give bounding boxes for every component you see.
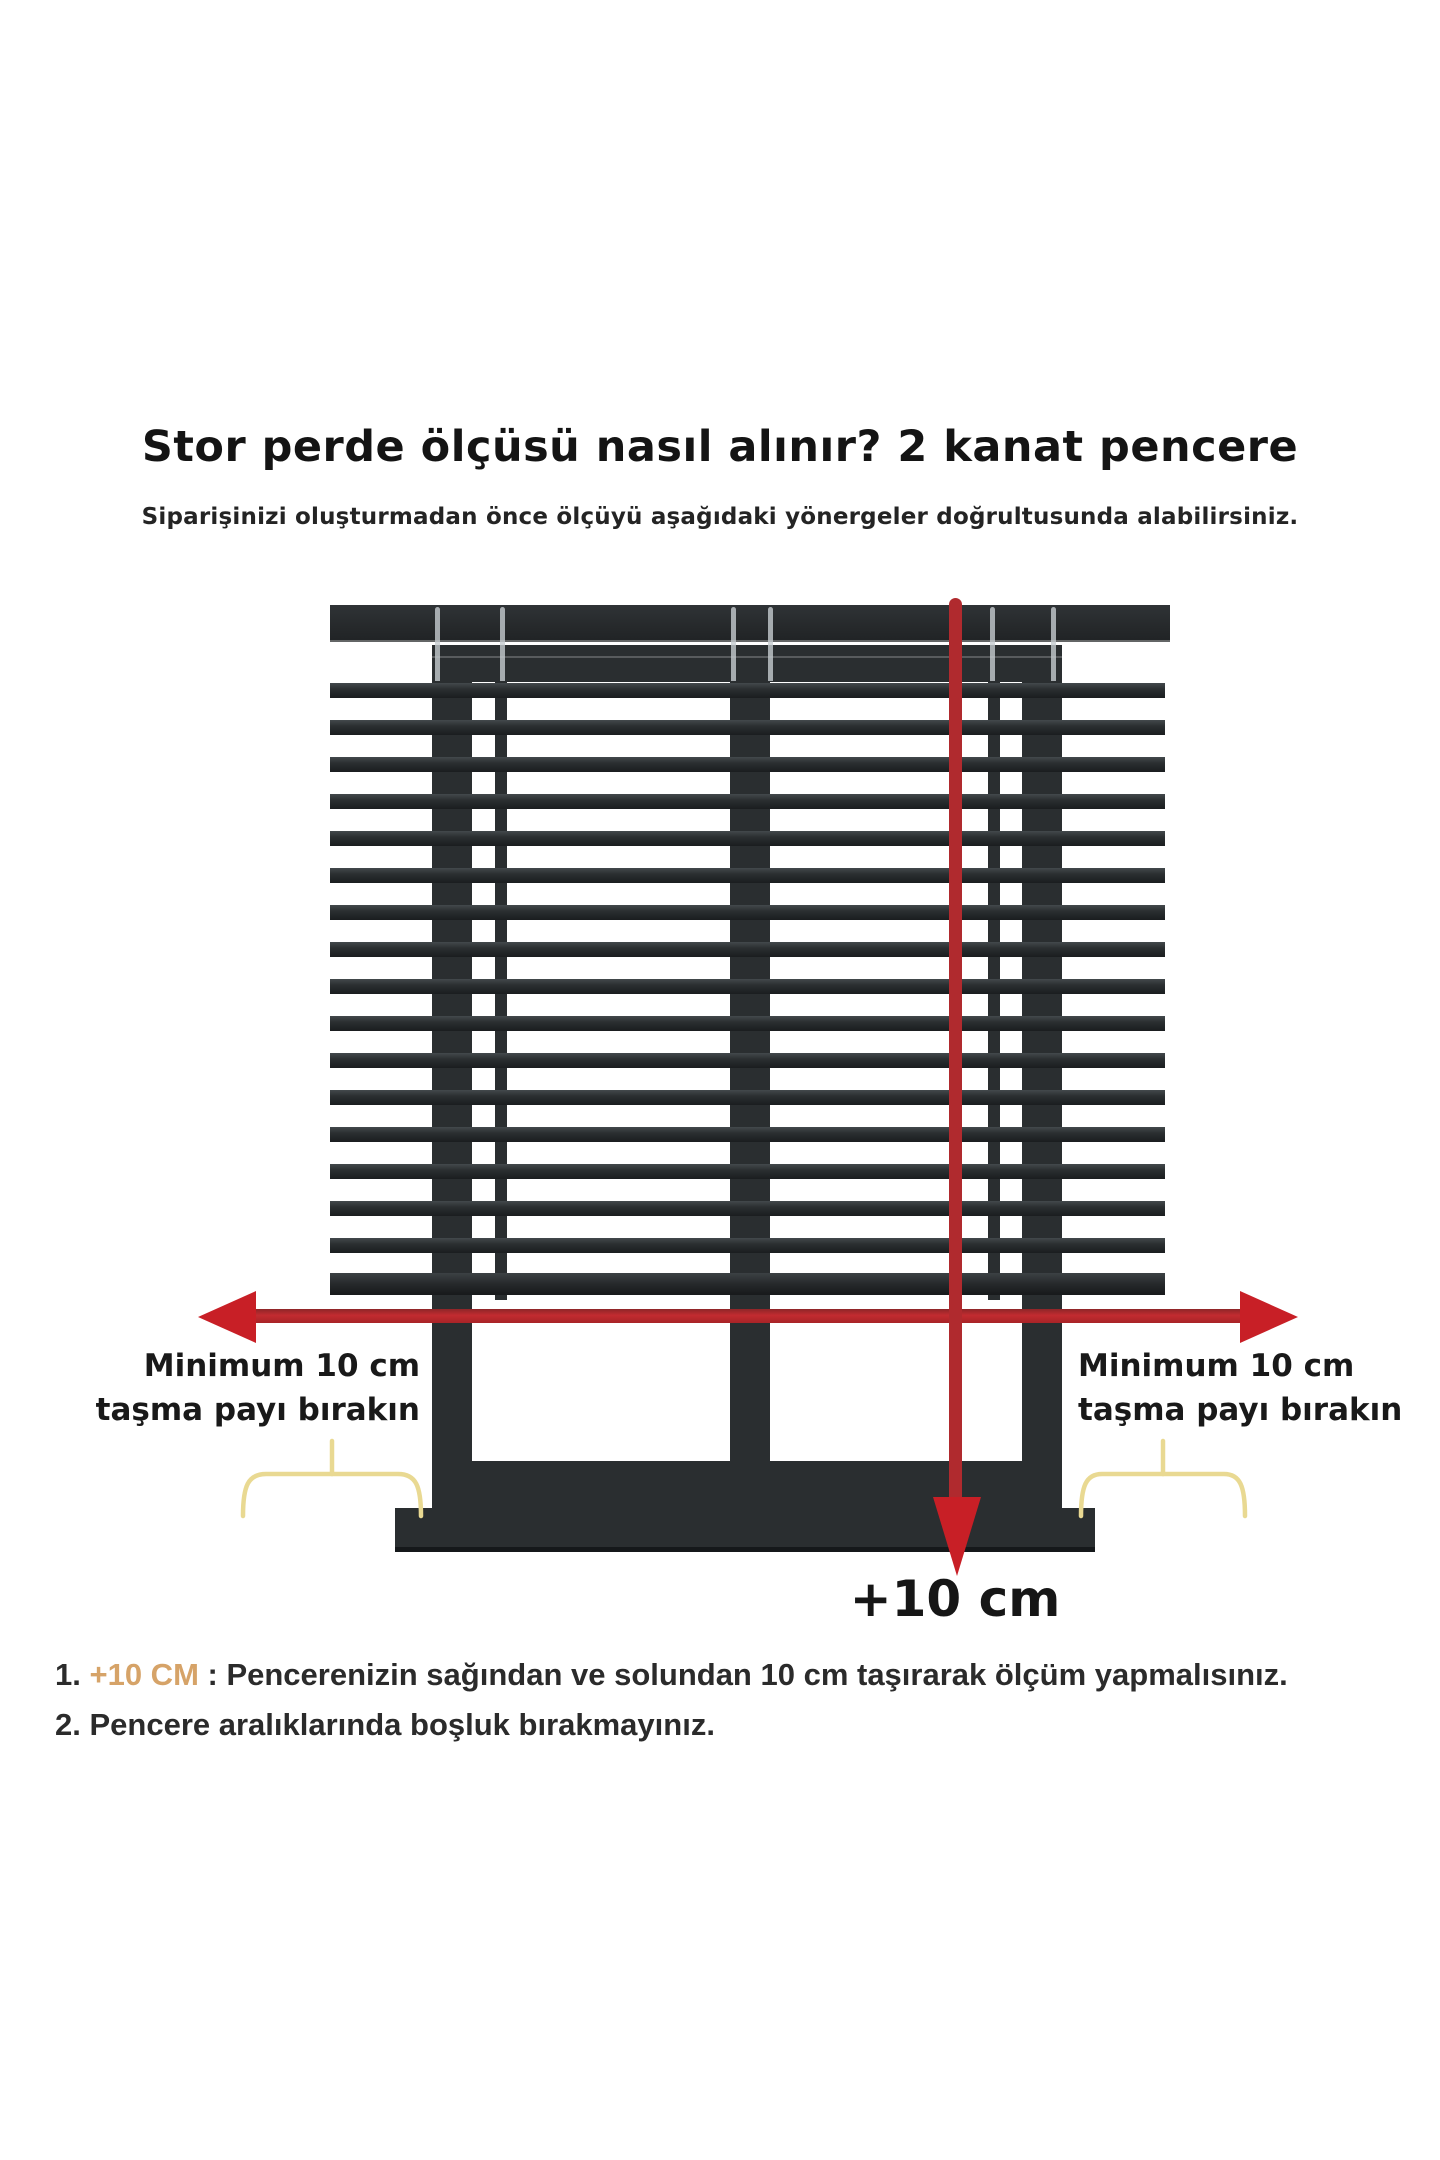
note-1-number: 1.	[55, 1657, 81, 1692]
cord-highlight	[731, 607, 736, 681]
blind-slat	[330, 979, 1165, 994]
note-2-text: Pencere aralıklarında boşluk bırakmayınız.	[89, 1707, 715, 1742]
cord-highlight	[1051, 607, 1056, 681]
note-item-2	[55, 1700, 1395, 1750]
blind-slat	[330, 683, 1165, 698]
cord-highlight	[768, 607, 773, 681]
blind-slat	[330, 905, 1165, 920]
blind-slat	[330, 831, 1165, 846]
blind-slat	[330, 868, 1165, 883]
height-arrow-shaft	[949, 598, 962, 1505]
blind-valance	[330, 605, 1170, 642]
right-measure-bracket-icon	[1078, 1436, 1248, 1520]
blind-slat	[330, 720, 1165, 735]
blind-slat	[330, 794, 1165, 809]
cord-highlight	[435, 607, 440, 681]
plus-10-cm-label: +10 cm	[849, 1570, 1061, 1628]
instruction-notes	[55, 1650, 1395, 1750]
left-overflow-line1: Minimum 10 cm	[143, 1348, 420, 1384]
blind-slat	[330, 942, 1165, 957]
right-overflow-line1: Minimum 10 cm	[1078, 1348, 1355, 1384]
width-arrow-right-head-icon	[1240, 1291, 1298, 1343]
blind-slat	[330, 1127, 1165, 1142]
width-arrow-shaft	[240, 1309, 1256, 1323]
left-measure-bracket-icon	[240, 1436, 424, 1520]
valance-seam	[330, 640, 1170, 642]
window-frame-left-stile	[432, 645, 472, 1508]
page-title: Stor perde ölçüsü nasıl alınır? 2 kanat pencere	[141, 422, 1299, 472]
window-sill	[395, 1508, 1095, 1552]
blind-slat	[330, 1016, 1165, 1031]
blind-slat	[330, 757, 1165, 772]
cord-highlight	[990, 607, 995, 681]
window-frame-right-stile	[1022, 645, 1062, 1508]
blind-slat	[330, 1164, 1165, 1179]
blind-bottom-rail	[330, 1273, 1165, 1295]
window-frame-center-mullion	[730, 645, 770, 1508]
page-subtitle: Siparişinizi oluşturmadan önce ölçüyü aşağıdaki yönergeler doğrultusunda alabilirsiniz.	[141, 504, 1299, 530]
note-1-text: : Pencerenizin sağından ve solundan 10 cm taşırarak ölçüm yapmalısınız.	[198, 1657, 1288, 1692]
cord-highlight	[500, 607, 505, 681]
note-item-1	[55, 1650, 1395, 1700]
right-overflow-line2: taşma payı bırakın	[1078, 1392, 1403, 1428]
frame-seam	[432, 656, 1062, 658]
height-arrow-head-icon	[933, 1497, 981, 1576]
width-arrow-left-head-icon	[198, 1291, 256, 1343]
blind-slat	[330, 1238, 1165, 1253]
left-overflow-label	[96, 1344, 420, 1432]
blind-slat	[330, 1201, 1165, 1216]
blind-slat	[330, 1090, 1165, 1105]
right-overflow-label	[1078, 1344, 1402, 1432]
note-1-highlight: +10 CM	[89, 1657, 199, 1692]
left-overflow-line2: taşma payı bırakın	[95, 1392, 420, 1428]
blind-slat	[330, 1053, 1165, 1068]
note-2-number: 2.	[55, 1707, 81, 1742]
